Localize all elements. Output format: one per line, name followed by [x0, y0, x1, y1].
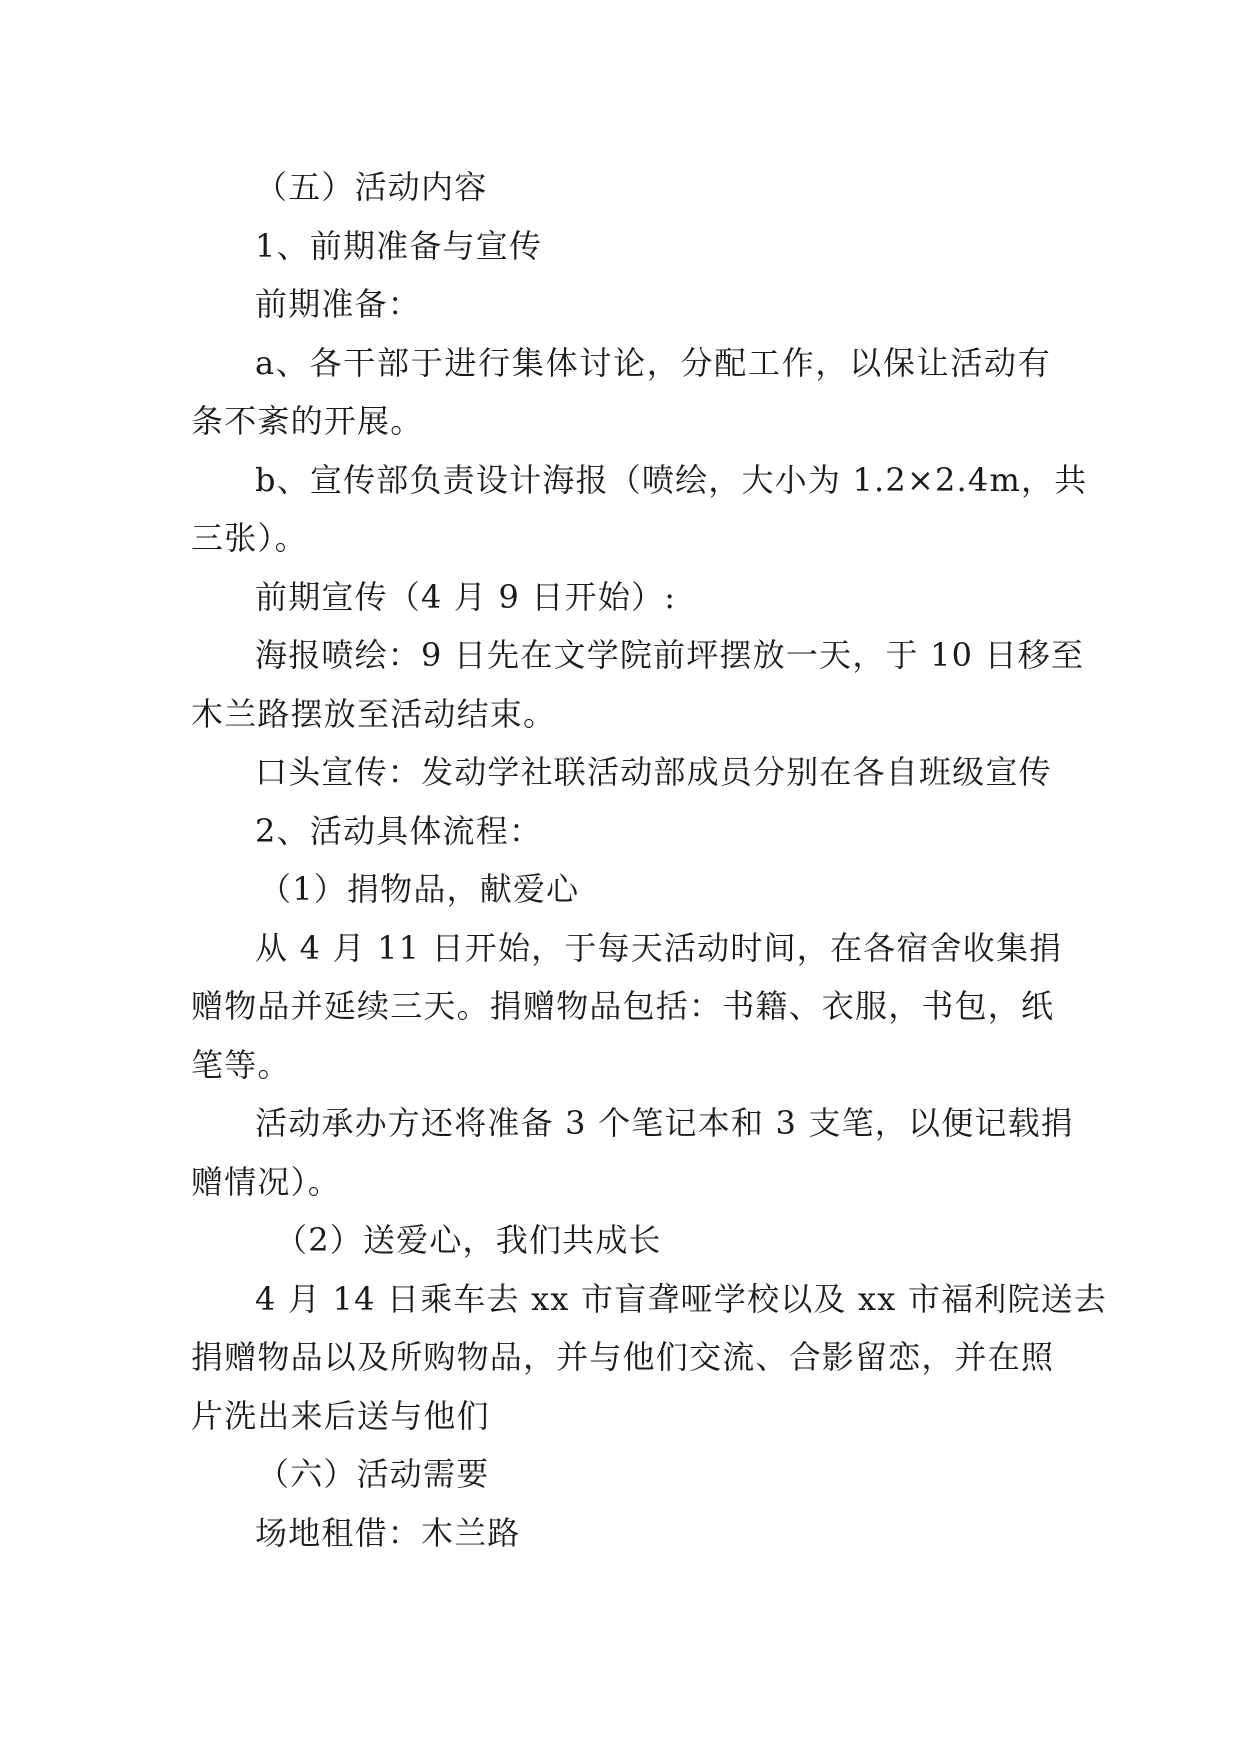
- subsection-heading: 1、前期准备与宣传: [255, 226, 543, 265]
- paragraph-line: 片洗出来后送与他们: [191, 1396, 490, 1435]
- section-heading: （五）活动内容: [255, 168, 488, 206]
- paragraph-line: 条不紊的开展。: [191, 402, 424, 440]
- subsection-heading: 2、活动具体流程：: [255, 811, 543, 850]
- paragraph-label: 前期宣传（4 月 9 日开始）:: [255, 577, 677, 616]
- paragraph-line: 三张）。: [191, 519, 308, 557]
- item-heading: （2）送爱心，我们共成长: [275, 1221, 662, 1259]
- paragraph-line: a、各干部于进行集体讨论，分配工作，以保让活动有: [255, 343, 1051, 382]
- paragraph-line: 捐赠物品以及所购物品，并与他们交流、合影留恋，并在照: [191, 1338, 1055, 1376]
- paragraph-line: 从 4 月 11 日开始，于每天活动时间，在各宿舍收集捐: [255, 928, 1063, 967]
- paragraph-line: 木兰路摆放至活动结束。: [191, 694, 557, 733]
- document-body: [191, 158, 1108, 1562]
- paragraph-line: 笔等。: [191, 1045, 291, 1084]
- paragraph-line: 活动承办方还将准备 3 个笔记本和 3 支笔，以便记载捐: [255, 1104, 1075, 1142]
- item-heading: （1）捐物品，献爱心: [259, 870, 580, 908]
- paragraph-line: 赠物品并延续三天。捐赠物品包括：书籍、衣服，书包，纸: [191, 987, 1055, 1025]
- section-heading: （六）活动需要: [257, 1455, 490, 1493]
- paragraph-line: b、宣传部负责设计海报（喷绘，大小为 1.2×2.4m，共: [255, 460, 1088, 499]
- paragraph-line: 4 月 14 日乘车去 xx 市盲聋哑学校以及 xx 市福利院送去: [255, 1279, 1108, 1318]
- paragraph-line: 口头宣传：发动学社联活动部成员分别在各自班级宣传: [255, 753, 1052, 791]
- paragraph-line: 赠情况）。: [191, 1162, 342, 1201]
- paragraph-line: 场地租借：木兰路: [255, 1513, 521, 1552]
- paragraph-line: 海报喷绘：9 日先在文学院前坪摆放一天，于 10 日移至: [255, 636, 1085, 674]
- paragraph-label: 前期准备：: [255, 285, 422, 323]
